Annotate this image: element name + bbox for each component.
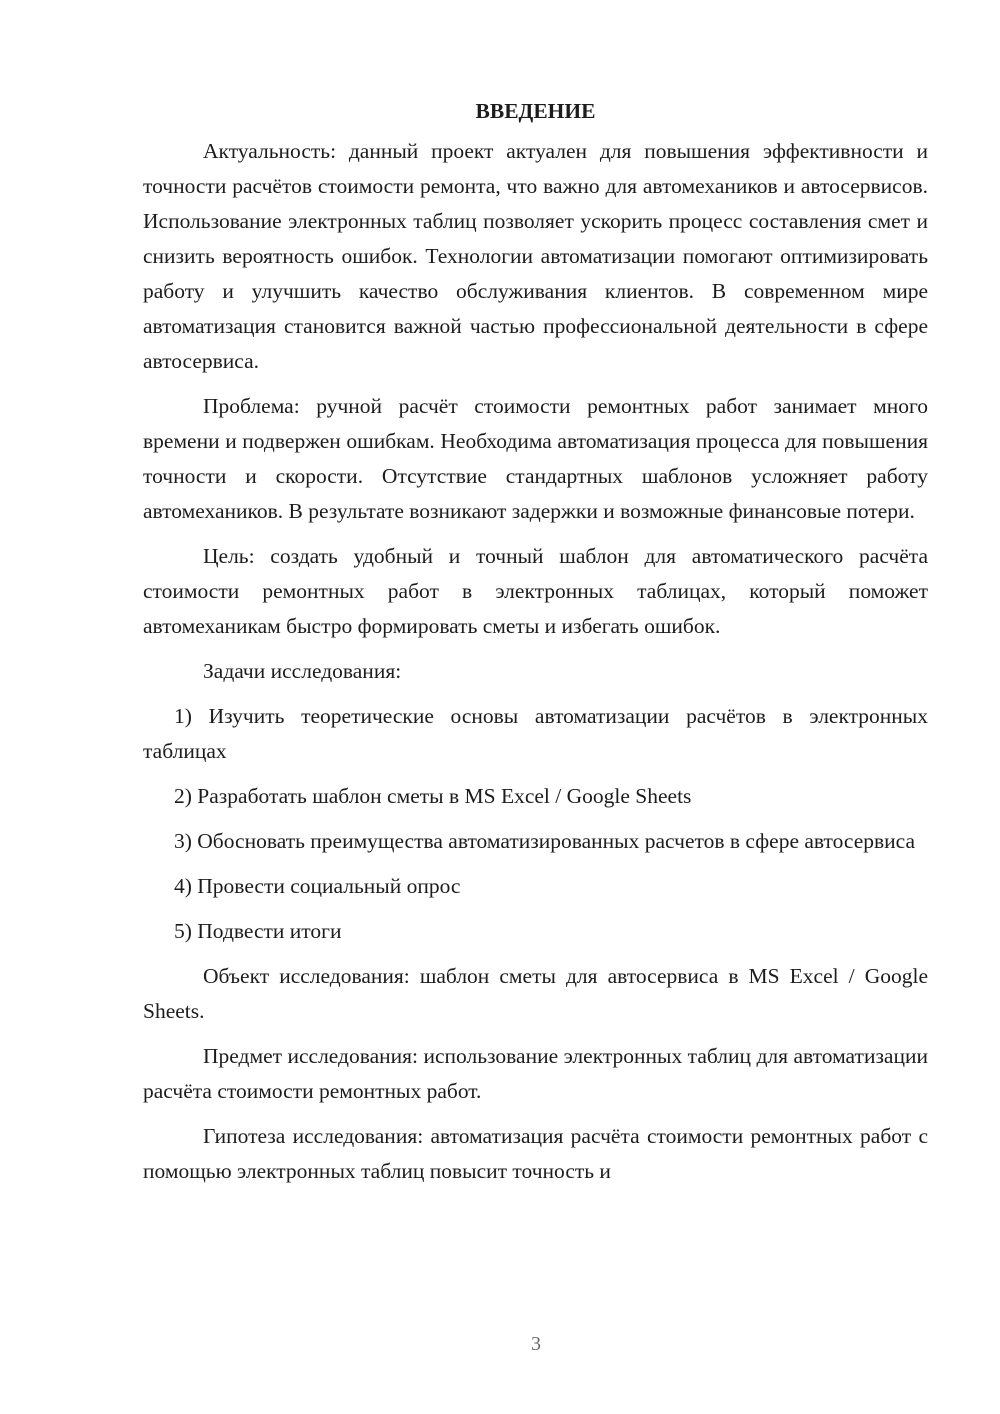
- goal-paragraph: Цель: создать удобный и точный шаблон для автоматического расчёта стоимости ремонтных работ в электронных таблицах, который поможет автомеханикам быстро формировать сметы и избегать ошибок.: [143, 544, 928, 638]
- subject-paragraph: Предмет исследования: использование электронных таблиц для автоматизации расчёта стоимости ремонтных работ.: [143, 1044, 928, 1103]
- tasks-heading: Задачи исследования:: [203, 659, 402, 683]
- task-item-4: 4) Провести социальный опрос: [174, 874, 461, 898]
- section-title: ВВЕДЕНИЕ: [475, 99, 596, 123]
- page-number: 3: [531, 1333, 541, 1355]
- task-item-5: 5) Подвести итоги: [174, 919, 342, 943]
- task-item-1: 1) Изучить теоретические основы автоматизации расчётов в электронных таблицах: [143, 704, 928, 763]
- task-item-3: 3) Обосновать преимущества автоматизированных расчетов в сфере автосервиса: [174, 829, 916, 853]
- task-item-2: 2) Разработать шаблон сметы в MS Excel / Google Sheets: [174, 784, 692, 808]
- problem-paragraph: Проблема: ручной расчёт стоимости ремонтных работ занимает много времени и подвержен ошибкам. Необходима автоматизация процесса для повышения точности и скорости. Отсутствие стандартных шаблонов усложняет работу автомехаников. В результате возникают задержки и возможные финансовые потери.: [143, 394, 928, 523]
- document-body: [143, 94, 928, 1199]
- relevance-paragraph: Актуальность: данный проект актуален для повышения эффективности и точности расчётов стоимости ремонта, что важно для автомехаников и автосервисов. Использование электронных таблиц позволяет ускорить процесс составления смет и снизить вероятность ошибок. Технологии автоматизации помогают оптимизировать работу и улучшить качество обслуживания клиентов. В современном мире автоматизация становится важной частью профессиональной деятельности в сфере автосервиса.: [143, 139, 928, 373]
- hypothesis-paragraph: Гипотеза исследования: автоматизация расчёта стоимости ремонтных работ с помощью электронных таблиц повысит точность и: [143, 1124, 928, 1183]
- object-paragraph: Объект исследования: шаблон сметы для автосервиса в MS Excel / Google Sheets.: [143, 964, 928, 1023]
